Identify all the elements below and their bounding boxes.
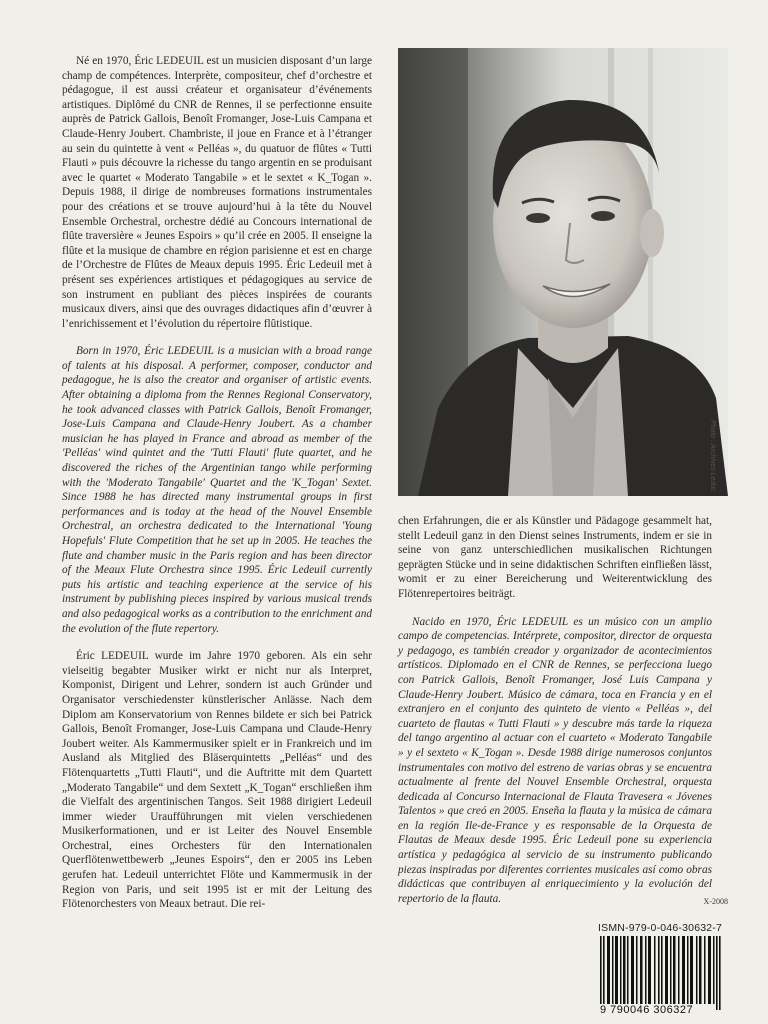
left-text-column <box>62 54 372 912</box>
catalog-code: X-2008 <box>703 897 728 906</box>
ismn-label: ISMN-979-0-046-30632-7 <box>598 922 723 934</box>
bio-spanish: Nacido en 1970, Éric LEDEUIL es un músico con un amplio campo de competencias. Intérprete, compositor, director de orquesta y pedagogo, es también creador y organizador de acontecimientos artísticos. Diplomado en el CNR de Rennes, se perfecciona luego con Patrick Gallois, Benoît Fromanger, José Luis Campana y Claude-Henry Joubert. Músico de cámara, toca en Francia y en el extranjero en el conjunto des quinteto de viento « Pelléas », del cuarteto de flautas « Tutti Flauti » y descubre más tarde la riqueza del tango argentino al actuar con el cuarteto « Moderato Tangabile » y el sexteto « K_Togan ». Desde 1988 dirige numerosos conjuntos instrumentales con motivo del estreno de varias obras y se encuentra actualmente al frente del Nouvel Ensemble Orchestral, orquesta dedicada al Concurso Internacional de Flauta Travesera « Jóvenes Talentos » que creó en 2005. Enseña la flauta y la música de cámara en la región Ile-de-France y es responsable de la Orquesta de Flautas de Meaux desde 1995. Éric Ledeuil pone su experiencia artística y pedagógica al servicio de su instrumento publicando piezas inspiradas por diferentes corrientes musicales así como obras didácticas que contribuyen al enriquecimiento y la evolución del repertorio de la flauta. <box>398 615 712 905</box>
bio-german-part1: Éric LEDEUIL wurde im Jahre 1970 geboren. Als ein sehr vielseitig begabter Musiker wirkt er nicht nur als Interpret, Komponist, Dirigent und Lehrer, sondern ist auch Gründer und Organisator verschiedenster künstlerischer Anlässe. Nach dem Diplom am Konservatorium von Rennes bildete er sich bei Patrick Gallois, Benoît Fromanger, Jose-Luis Campana und Claude-Henry Joubert weiter. Als Kammermusiker spielt er in Frankreich und im Ausland als Mitglied des Bläserquintetts „Pelléas“ und des Flötenquartetts „Tutti Flauti“, und die Auftritte mit dem Quartett „Moderato Tangabile“ und dem Sextett „K_Togan“ erschließen ihm die Vielfalt des argentinischen Tangos. Seit 1988 dirigiert Ledeuil immer wieder Uraufführungen mit vielen verschiedenen Musikerformationen, und er ist Leiter des Nouvel Ensemble Orchestral, eines Orchesters für den Internationalen Querflötenwettbewerb „Jeunes Espoirs“, den er 2005 ins Leben gerufen hat. Ledeuil unterrichtet Flöte und Kammermusik in der Region von Paris, und seit 1995 ist er mit der Leitung des Flötenorchesters von Meaux betraut. Die rei- <box>62 650 372 911</box>
portrait-photo <box>398 48 728 496</box>
bio-french: Né en 1970, Éric LEDEUIL est un musicien disposant d’un large champ de compétences. Interprète, compositeur, chef d’orchestre et pédagogue, il est aussi créateur et organisateur d’événements artistiques. Diplômé du CNR de Rennes, il se perfectionne ensuite auprès de Patrick Gallois, Benoît Fromanger, Jose-Luis Campana et Claude-Henry Joubert. Chambriste, il joue en France et à l’étranger au sein du quintette à vent « Pelléas », du quatuor de flûtes « Tutti Flauti » puis découvre la richesse du tango argentin en se produisant avec le quartet « Moderato Tangabile » et le sextet « K_Togan ». Depuis 1988, il dirige de nombreuses formations instrumentales pour des créations et se trouve aujourd’hui à la tête du Nouvel Ensemble Orchestral, orchestre dédié au Concours international de flûte traversière « Jeunes Espoirs » qu’il crée en 2005. Il enseigne la flûte et la musique de chambre en région parisienne et est en charge de l’Orchestre de Flûtes de Meaux depuis 1995. Éric Ledeuil met à présent ses expériences artistiques et pédagogiques au service de son instrument en publiant des pièces inspirées de courants musicaux divers, ainsi que des ouvrages didactiques afin d’œuvrer à l’enrichissement et l’évolution du répertoire flûtistique. <box>62 55 372 330</box>
bio-german-part2: chen Erfahrungen, die er als Künstler und Pädagoge gesammelt hat, stellt Ledeuil ganz in den Dienst seines Instruments, indem er sie in seine von ganz unterschiedlichen musikalischen Richtungen geprägten Stücke und in seine didaktischen Schriften einfließen lässt, womit er zu einer Bereicherung und Weiterentwicklung des Flötenrepertoires beiträgt. <box>398 515 712 600</box>
right-text-column <box>398 514 712 906</box>
bio-english: Born in 1970, Éric LEDEUIL is a musician with a broad range of talents at his disposal. A performer, composer, conductor and pedagogue, he is also the creator and organiser of artistic events. After obtaining a diploma from the Rennes Regional Conservatory, he took advanced classes with Patrick Gallois, Benoît Fromanger, Jose-Luis Campana and Claude-Henry Joubert. As a chamber musician he has played in France and abroad as member of the 'Pelléas' wind quintet and the 'Tutti Flauti' flute quartet, and he discovered the riches of the Argentinian tango while performing with the 'Moderato Tangabile' Quartet and the 'K_Togan' Sextet. Since 1988 he has directed many instrumental groups in first performances and is today at the head of the Nouvel Ensemble Orchestral, an orchestra dedicated to the International 'Young Hopefuls' Flute Competition that he set up in 2005. He teaches the flute and chamber music in the Paris region and has been director of the Meaux Flute Orchestra since 1995. Éric Ledeuil currently puts his artistic and teaching experience at the service of his instrument by publishing pieces inspired by various musical trends and also pedagogical works as a contribution to the enrichment and the evolution of the flute repertory. <box>62 345 372 635</box>
barcode-number: 9 790046 306327 <box>600 1004 694 1016</box>
photo-credit: Photo : Archives Leduc <box>709 420 716 492</box>
